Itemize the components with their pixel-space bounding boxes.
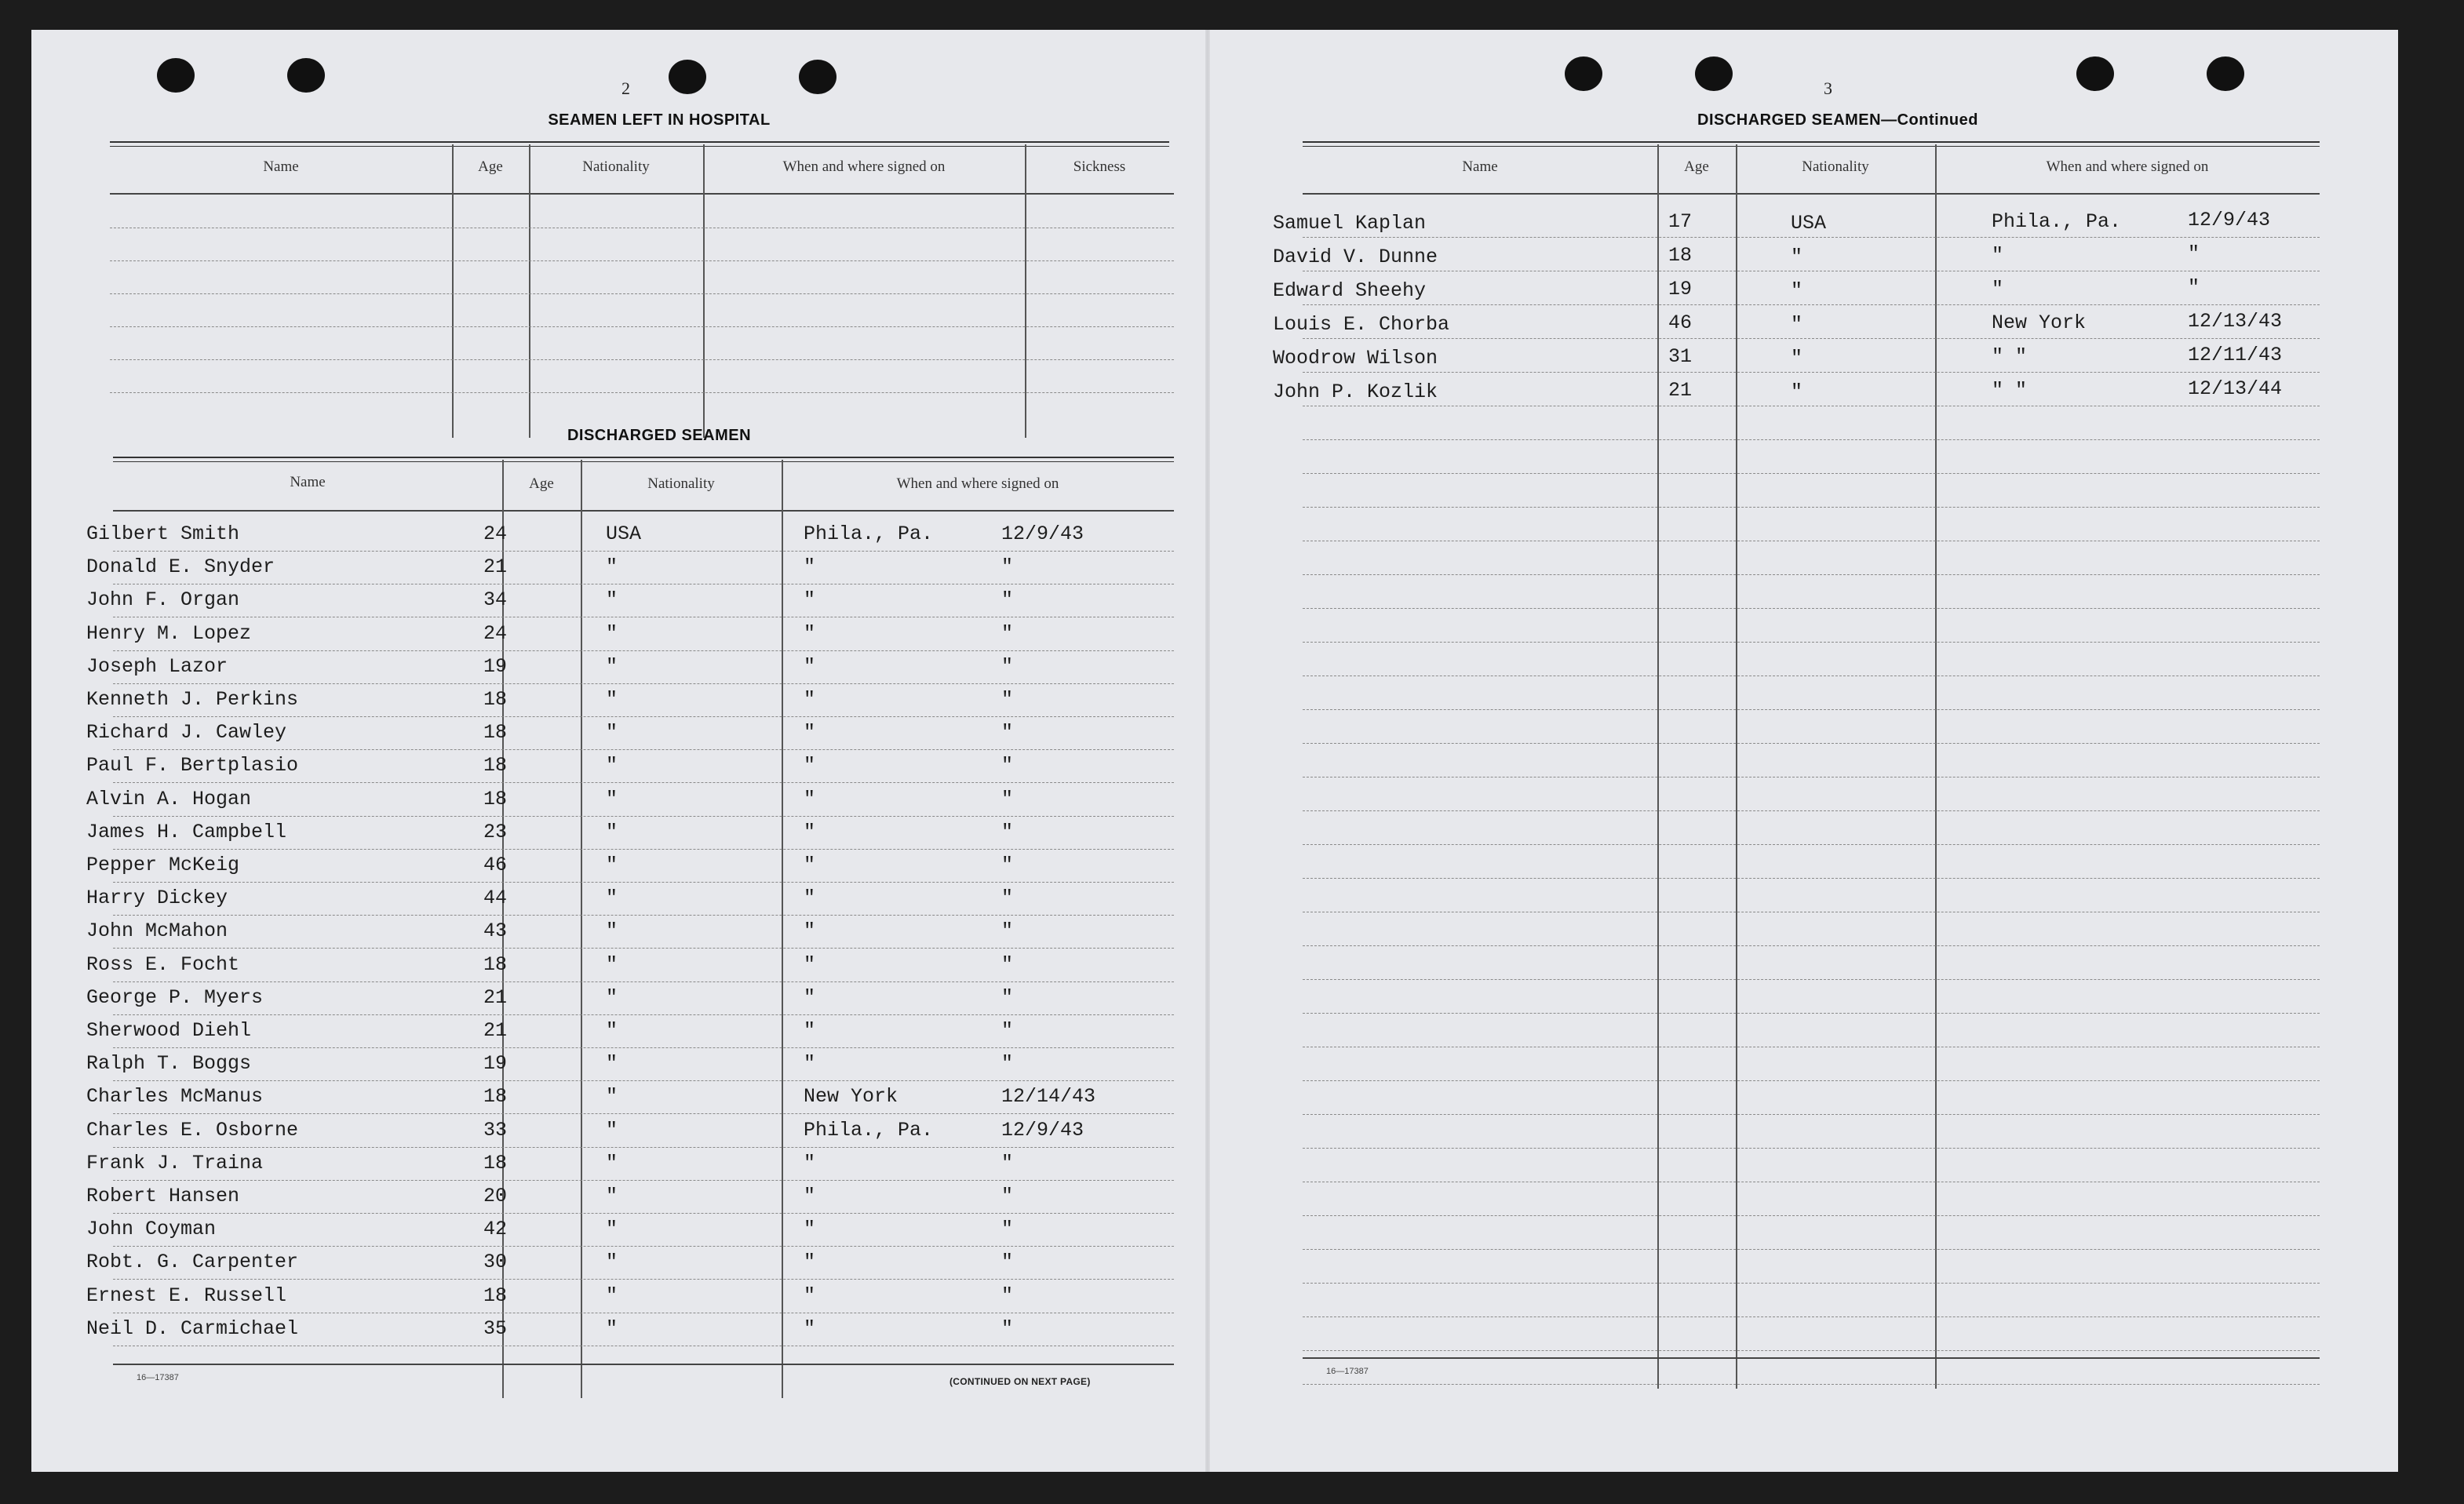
seaman-nationality: " <box>606 821 618 843</box>
seaman-name: Ernest E. Russell <box>86 1284 287 1307</box>
signed-on-place: " " <box>1992 345 2028 368</box>
page-number: 3 <box>1824 78 1832 98</box>
signed-on-place: " <box>804 1284 816 1307</box>
signed-on-place: " <box>804 655 816 678</box>
seaman-age: 18 <box>483 953 508 976</box>
seaman-age: 18 <box>483 721 508 744</box>
signed-on-date: " <box>1001 1185 1014 1207</box>
seaman-name: Joseph Lazor <box>86 655 228 678</box>
table-row-rule <box>113 1113 1174 1114</box>
seaman-nationality: " <box>606 555 618 578</box>
hospital-section-title: SEAMEN LEFT IN HOSPITAL <box>548 111 771 129</box>
signed-on-date: 12/9/43 <box>1001 1119 1084 1142</box>
seaman-nationality: " <box>606 622 618 645</box>
table-row-rule <box>1303 237 2320 238</box>
seaman-name: Edward Sheehy <box>1273 279 1427 302</box>
hospital-col-sickness: Sickness <box>1073 158 1126 175</box>
signed-on-place: Phila., Pa. <box>804 523 934 545</box>
signed-on-place: " <box>804 854 816 876</box>
seaman-name: John Coyman <box>86 1218 217 1240</box>
seaman-nationality: " <box>606 953 618 976</box>
seaman-age: 18 <box>483 1152 508 1174</box>
table-row-rule <box>113 716 1174 717</box>
seaman-age: 46 <box>483 854 508 876</box>
signed-on-place: Phila., Pa. <box>1992 210 2122 233</box>
table-row-rule <box>1303 1114 2320 1115</box>
column-divider <box>452 144 454 438</box>
seaman-age: 34 <box>483 588 508 611</box>
table-row-rule <box>1303 945 2320 946</box>
table-bottom-rule <box>113 1364 1174 1365</box>
seaman-nationality: " <box>606 1284 618 1307</box>
seaman-name: John F. Organ <box>86 588 240 611</box>
signed-on-date: " <box>1001 986 1014 1009</box>
signed-on-place: " <box>804 1152 816 1174</box>
signed-on-date: " <box>1001 588 1014 611</box>
table-row-rule <box>1303 1013 2320 1014</box>
seaman-name: Gilbert Smith <box>86 523 240 545</box>
seaman-name: Harry Dickey <box>86 887 228 909</box>
seaman-name: George P. Myers <box>86 986 264 1009</box>
signed-on-date: " <box>1001 754 1014 777</box>
seaman-nationality: " <box>606 1119 618 1142</box>
table-row-rule <box>1303 1249 2320 1250</box>
right-col-age: Age <box>1684 158 1709 175</box>
seaman-name: Henry M. Lopez <box>86 622 252 645</box>
table-row-rule <box>113 882 1174 883</box>
seaman-nationality: " <box>606 588 618 611</box>
table-row-rule <box>1303 608 2320 609</box>
seaman-nationality: " <box>606 1251 618 1273</box>
table-row-rule <box>1303 844 2320 845</box>
signed-on-date: " <box>1001 622 1014 645</box>
table-row-rule <box>1303 1215 2320 1216</box>
right-table-top-rule <box>1303 141 2320 147</box>
seaman-age: 21 <box>483 1019 508 1042</box>
seaman-age: 19 <box>1668 278 1693 300</box>
seaman-name: Charles E. Osborne <box>86 1119 299 1142</box>
seaman-age: 18 <box>483 754 508 777</box>
hospital-table-header-rule <box>110 193 1174 195</box>
seaman-age: 43 <box>483 920 508 942</box>
table-row-rule <box>1303 642 2320 643</box>
signed-on-place: " <box>804 1317 816 1340</box>
signed-on-date: " <box>1001 854 1014 876</box>
signed-on-date: " <box>1001 1251 1014 1273</box>
table-row-rule <box>113 816 1174 817</box>
signed-on-place: " <box>1992 278 2004 300</box>
signed-on-place: " <box>804 920 816 942</box>
seaman-name: Charles McManus <box>86 1085 264 1108</box>
signed-on-date: " <box>1001 1052 1014 1075</box>
seaman-nationality: " <box>606 1152 618 1174</box>
signed-on-place: " <box>804 821 816 843</box>
seaman-name: John McMahon <box>86 920 228 942</box>
table-row-rule <box>113 849 1174 850</box>
table-row-rule <box>1303 709 2320 710</box>
table-row-rule <box>113 1014 1174 1015</box>
blank-row-rule <box>110 359 1174 360</box>
signed-on-date: 12/13/44 <box>2188 377 2283 400</box>
seaman-name: Kenneth J. Perkins <box>86 688 299 711</box>
hospital-col-age: Age <box>478 158 503 175</box>
discharged-continued-title <box>1524 111 2152 129</box>
seaman-age: 21 <box>483 555 508 578</box>
signed-on-place: New York <box>1992 311 2087 334</box>
signed-on-date: " <box>1001 655 1014 678</box>
column-divider <box>1736 144 1737 1389</box>
table-row-rule <box>113 915 1174 916</box>
seaman-age: 19 <box>483 655 508 678</box>
seaman-name: Frank J. Traina <box>86 1152 264 1174</box>
hospital-col-name: Name <box>263 158 299 175</box>
table-row-rule <box>1303 743 2320 744</box>
seaman-age: 33 <box>483 1119 508 1142</box>
signed-on-date: " <box>1001 721 1014 744</box>
signed-on-date: " <box>1001 1019 1014 1042</box>
signed-on-place: " <box>804 887 816 909</box>
signed-on-date: 12/11/43 <box>2188 344 2283 366</box>
seaman-age: 18 <box>483 1085 508 1108</box>
table-row-rule <box>1303 473 2320 474</box>
discharged-col-age: Age <box>529 475 554 492</box>
signed-on-date: " <box>1001 788 1014 810</box>
right-table-header-rule <box>1303 193 2320 195</box>
table-row-rule <box>1303 338 2320 339</box>
table-row-rule <box>1303 574 2320 575</box>
blank-row-rule <box>110 293 1174 294</box>
table-row-rule <box>1303 810 2320 811</box>
seaman-nationality: " <box>606 1019 618 1042</box>
seaman-name: David V. Dunne <box>1273 246 1438 268</box>
seaman-name: Samuel Kaplan <box>1273 212 1427 235</box>
seaman-name: Louis E. Chorba <box>1273 313 1450 336</box>
table-row-rule <box>1303 372 2320 373</box>
seaman-name: Robert Hansen <box>86 1185 240 1207</box>
table-row-rule <box>1303 304 2320 305</box>
table-row-rule <box>113 749 1174 750</box>
table-row-rule <box>1303 878 2320 879</box>
signed-on-date: " <box>1001 688 1014 711</box>
seaman-age: 17 <box>1668 210 1693 233</box>
signed-on-date: " <box>1001 887 1014 909</box>
form-code: 16—17387 <box>137 1373 179 1382</box>
seaman-age: 35 <box>483 1317 508 1340</box>
discharged-section-title: DISCHARGED SEAMEN <box>567 427 752 444</box>
title-main: DISCHARGED SEAMEN <box>1697 111 1882 129</box>
seaman-name: Sherwood Diehl <box>86 1019 252 1042</box>
table-row-rule <box>1303 1080 2320 1081</box>
seaman-age: 44 <box>483 887 508 909</box>
seaman-name: Woodrow Wilson <box>1273 347 1438 370</box>
discharged-col-nationality: Nationality <box>647 475 715 492</box>
blank-row-rule <box>110 326 1174 327</box>
signed-on-date: " <box>1001 1284 1014 1307</box>
seaman-age: 42 <box>483 1218 508 1240</box>
seaman-nationality: " <box>606 1185 618 1207</box>
signed-on-date: " <box>1001 555 1014 578</box>
signed-on-place: " <box>1992 244 2004 267</box>
seaman-name: Ross E. Focht <box>86 953 240 976</box>
seaman-nationality: " <box>606 1317 618 1340</box>
table-row-rule <box>113 948 1174 949</box>
table-row-rule <box>113 683 1174 684</box>
table-bottom-rule <box>1303 1357 2320 1359</box>
signed-on-place: " <box>804 953 816 976</box>
seaman-nationality: " <box>1791 381 1803 403</box>
seaman-name: Alvin A. Hogan <box>86 788 252 810</box>
signed-on-date: 12/14/43 <box>1001 1085 1096 1108</box>
signed-on-date: " <box>2188 242 2200 265</box>
seaman-age: 20 <box>483 1185 508 1207</box>
seaman-nationality: " <box>1791 246 1803 268</box>
seaman-name: Donald E. Snyder <box>86 555 275 578</box>
table-row-rule <box>1303 507 2320 508</box>
document-sheet <box>31 30 2398 1472</box>
signed-on-date: 12/9/43 <box>1001 523 1084 545</box>
column-divider <box>581 460 582 1398</box>
seaman-name: Richard J. Cawley <box>86 721 287 744</box>
seaman-age: 21 <box>1668 379 1693 402</box>
left-page <box>31 30 1205 1472</box>
table-row-rule <box>1303 1384 2320 1385</box>
signed-on-date: 12/13/43 <box>2188 310 2283 333</box>
table-row-rule <box>113 1147 1174 1148</box>
right-col-name: Name <box>1462 158 1498 175</box>
signed-on-date: 12/9/43 <box>2188 209 2271 231</box>
table-row-rule <box>113 1246 1174 1247</box>
table-row-rule <box>113 1080 1174 1081</box>
column-divider <box>529 144 530 438</box>
seaman-age: 19 <box>483 1052 508 1075</box>
seaman-nationality: " <box>606 721 618 744</box>
blank-row-rule <box>110 260 1174 261</box>
signed-on-place: " " <box>1992 379 2028 402</box>
seaman-nationality: " <box>606 1052 618 1075</box>
table-row-rule <box>1303 979 2320 980</box>
signed-on-place: " <box>804 788 816 810</box>
table-row-rule <box>1303 1350 2320 1351</box>
signed-on-date: " <box>2188 276 2200 299</box>
table-row-rule <box>113 551 1174 552</box>
column-divider <box>703 144 705 438</box>
seaman-name: Robt. G. Carpenter <box>86 1251 299 1273</box>
seaman-age: 24 <box>483 523 508 545</box>
right-col-signed-on: When and where signed on <box>2046 158 2209 175</box>
signed-on-place: " <box>804 622 816 645</box>
continued-note: (CONTINUED ON NEXT PAGE) <box>950 1376 1091 1387</box>
signed-on-place: " <box>804 1019 816 1042</box>
table-row-rule <box>113 782 1174 783</box>
signed-on-place: " <box>804 1251 816 1273</box>
signed-on-date: " <box>1001 1152 1014 1174</box>
signed-on-place: Phila., Pa. <box>804 1119 934 1142</box>
signed-on-place: " <box>804 1218 816 1240</box>
signed-on-place: " <box>804 721 816 744</box>
table-row-rule <box>113 981 1174 982</box>
signed-on-place: " <box>804 754 816 777</box>
seaman-name: Neil D. Carmichael <box>86 1317 299 1340</box>
column-divider <box>1935 144 1937 1389</box>
seaman-nationality: " <box>606 1218 618 1240</box>
blank-row-rule <box>110 392 1174 393</box>
hospital-col-nationality: Nationality <box>582 158 650 175</box>
seaman-age: 30 <box>483 1251 508 1273</box>
right-col-nationality: Nationality <box>1802 158 1869 175</box>
seaman-nationality: " <box>606 655 618 678</box>
signed-on-place: " <box>804 688 816 711</box>
title-suffix: —Continued <box>1881 111 1978 129</box>
seaman-nationality: " <box>606 854 618 876</box>
column-divider <box>1657 144 1659 1389</box>
seaman-age: 18 <box>483 688 508 711</box>
signed-on-place: " <box>804 555 816 578</box>
seaman-age: 21 <box>483 986 508 1009</box>
seaman-age: 31 <box>1668 345 1693 368</box>
discharged-table-header-rule <box>113 510 1174 512</box>
form-code: 16—17387 <box>1326 1367 1369 1376</box>
seaman-nationality: " <box>1791 279 1803 302</box>
discharged-col-signed-on: When and where signed on <box>896 475 1059 492</box>
seaman-age: 23 <box>483 821 508 843</box>
table-row-rule <box>1303 1283 2320 1284</box>
discharged-col-name: Name <box>290 474 326 490</box>
table-row-rule <box>1303 1148 2320 1149</box>
seaman-name: John P. Kozlik <box>1273 381 1438 403</box>
page-number: 2 <box>621 78 630 98</box>
signed-on-place: " <box>804 1185 816 1207</box>
hospital-table-top-rule <box>110 141 1169 147</box>
seaman-age: 18 <box>1668 244 1693 267</box>
table-row-rule <box>113 1180 1174 1181</box>
table-row-rule <box>113 1279 1174 1280</box>
signed-on-date: " <box>1001 953 1014 976</box>
seaman-nationality: " <box>1791 347 1803 370</box>
seaman-nationality: " <box>606 1085 618 1108</box>
seaman-name: Pepper McKeig <box>86 854 240 876</box>
seaman-nationality: " <box>606 688 618 711</box>
seaman-nationality: " <box>1791 313 1803 336</box>
hospital-col-signed-on: When and where signed on <box>782 158 946 175</box>
discharged-table-top-rule <box>113 457 1174 462</box>
table-row-rule <box>113 1213 1174 1214</box>
seaman-name: James H. Campbell <box>86 821 287 843</box>
table-row-rule <box>1303 439 2320 440</box>
seaman-nationality: USA <box>606 523 642 545</box>
table-row-rule <box>113 1047 1174 1048</box>
right-page <box>1210 30 2398 1472</box>
signed-on-place: " <box>804 1052 816 1075</box>
column-divider <box>1025 144 1026 438</box>
signed-on-date: " <box>1001 1218 1014 1240</box>
seaman-nationality: " <box>606 788 618 810</box>
seaman-nationality: " <box>606 986 618 1009</box>
seaman-age: 18 <box>483 1284 508 1307</box>
signed-on-place: " <box>804 588 816 611</box>
seaman-nationality: " <box>606 920 618 942</box>
seaman-name: Paul F. Bertplasio <box>86 754 299 777</box>
signed-on-date: " <box>1001 1317 1014 1340</box>
signed-on-place: New York <box>804 1085 898 1108</box>
table-row-rule <box>113 650 1174 651</box>
signed-on-date: " <box>1001 920 1014 942</box>
column-divider <box>782 460 783 1398</box>
seaman-age: 46 <box>1668 311 1693 334</box>
seaman-name: Ralph T. Boggs <box>86 1052 252 1075</box>
seaman-nationality: " <box>606 754 618 777</box>
table-row-rule <box>1303 1316 2320 1317</box>
seaman-age: 18 <box>483 788 508 810</box>
signed-on-date: " <box>1001 821 1014 843</box>
seaman-nationality: " <box>606 887 618 909</box>
seaman-nationality: USA <box>1791 212 1827 235</box>
seaman-age: 24 <box>483 622 508 645</box>
signed-on-place: " <box>804 986 816 1009</box>
